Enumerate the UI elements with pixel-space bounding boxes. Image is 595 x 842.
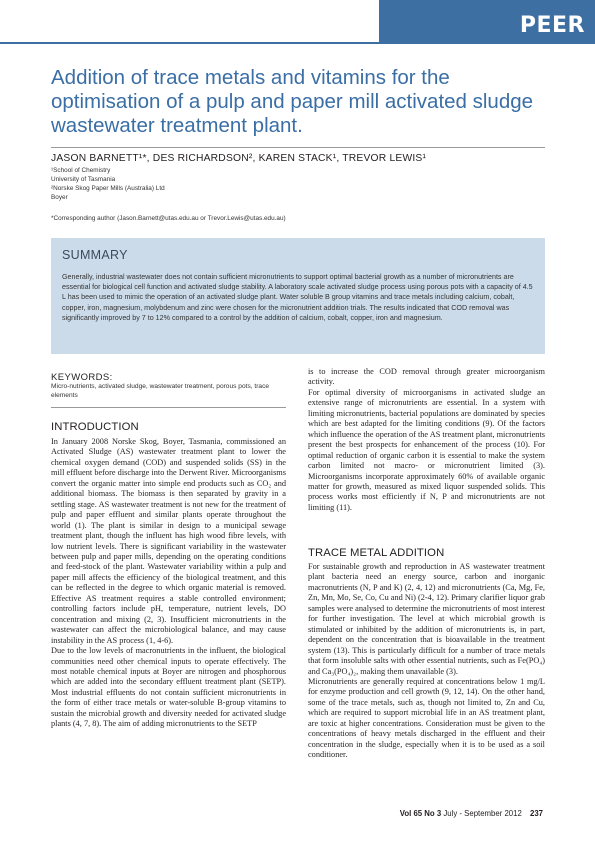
intro-paragraph: is to increase the COD removal through greater microorganism activity. — [308, 367, 545, 387]
header-rule — [0, 42, 595, 44]
intro-paragraph: For optimal diversity of microorganisms in activated sludge an extensive range of micronutrients are essential. In a system with limiting micronutrients, bacterial populations are dominated by species which are best adapted for the limiting conditions (9). Of the factors which influence the operation of the AS treatment plant, micronutrients present the best prospects for enhancement of the process (10). For optimal reduction of organic carbon it is essential to make the system carbon limited not macro- or micronutrient limited (3). Microorganisms incorporate approximately 60% of available organic matter for growth, measured as mixed liquor suspended solids. This process works most efficiently if N, P and micronutrients are not limiting (11). — [308, 387, 545, 512]
issue-date: July - September 2012 — [443, 809, 522, 818]
corresponding-author: *Corresponding author (Jason.Barnett@utas.edu.au or Trevor.Lewis@utas.edu.au) — [51, 215, 286, 222]
trace-paragraph: For sustainable growth and reproduction in AS wastewater treatment plant bacteria need an energy source, carbon and inorganic macronutrients (N, P and K) (2, 4, 12) and micronutrients (Ca, Mg, Fe, Zn, Mn, Mo, Se, Co, Cu and Ni) (2-4, 12). Primary clarifier liquor grab samples were analysed to determine the micronutrients of most interest for further investigation. The level at which microbial growth is stimulated or inhibited by the addition of micronutrients is, in part, dependent on the concentration that is bioavailable in the treatment system (13). This is particularly difficult for a number of trace metals that form insoluble salts with other essential nutrients, such as Fe(PO₄) and Ca₃(PO₄)₂, making them unavailable (3). — [308, 562, 545, 676]
keywords-divider — [51, 407, 286, 408]
title-divider — [51, 147, 545, 148]
introduction-heading: INTRODUCTION — [51, 421, 139, 433]
keywords-text: Micro-nutrients, activated sludge, wastewater treatment, porous pots, trace elements — [51, 383, 270, 399]
intro-paragraph: In January 2008 Norske Skog, Boyer, Tasmania, commissioned an Activated Sludge (AS) wastewater treatment plant to lower the chemical oxygen demand (COD) and suspended solids (SS) in the mill effluent before discharge into the Derwent River. Microorganisms convert the organic matter into simple end products such as CO₂ and additional biomass. The biomass is then separated by gravity in a settling stage. AS wastewater treatment is not new for the treatment of pulp and paper effluent and similar plants operate throughout the world (1). The plant is similar in design to a municipal sewage treatment plant, though the influent has high wood fibre levels, with low nutrient levels. There is significant variability in the wastewater between pulp and paper mills, depending on the operating conditions and feed-stock of the plant. Wastewater variability within a pulp and paper mill affects the efficiency of the biological treatment, and this can be reflected in the degree to which organic material is removed. Effective AS treatment requires a stable controlled environment; controlling factors include pH, temperature, nutrient levels, DO concentration and mixing (2, 3). Insufficient micronutrients in the wastewater can affect the microbiological balance, and may cause instability in the AS process (1, 4-6). — [51, 437, 286, 645]
trace-paragraph: Micronutrients are generally required at concentrations below 1 mg/L for enzyme production and cell growth (9, 12, 14). On the other hand, some of the trace metals, such as, though not limited to, Zn and Cu, which are required to support microbial life in an AS treatment plant, are toxic at higher concentrations. Consideration must be given to the concentrations of heavy metals discharged in the effluent and their concentration in the sludge, especially when it is to be used as a soil conditioner. — [308, 676, 545, 760]
right-column-lower — [308, 562, 545, 761]
article-title: Addition of trace metals and vitamins for the optimisation of a pulp and paper mill activated sludge wastewater treatment plant. — [51, 66, 534, 137]
page-footer — [400, 809, 543, 818]
trace-metal-heading: TRACE METAL ADDITION — [308, 547, 445, 559]
affiliation-line: ²Norske Skog Paper Mills (Australia) Ltd — [51, 185, 165, 192]
summary-heading: SUMMARY — [62, 248, 128, 262]
keywords-heading: KEYWORDS: — [51, 372, 113, 383]
affiliation-line: ¹School of Chemistry — [51, 167, 111, 174]
affiliation-line: Boyer — [51, 194, 68, 201]
issue-label: Vol 65 No 3 — [399, 809, 442, 818]
left-column — [51, 437, 286, 730]
intro-paragraph: Due to the low levels of macronutrients in the influent, the biological communities need other chemical inputs to operate effectively. The most notable chemical inputs at Boyer are nitrogen and phosphorous which are added into the secondary effluent treatment plant (SETP). Most industrial effluents do not contain sufficient micronutrients in the form of either trace metals or water-soluble B-group vitamins to sustain the microbial growth and diversity needed for activated sludge plants (4, 7, 8). The aim of adding micronutrients to the SETP — [51, 646, 286, 729]
peer-reviewed-banner: PEER REVIEWED — [379, 0, 595, 42]
author-list: JASON BARNETT¹*, DES RICHARDSON², KAREN STACK¹, TREVOR LEWIS¹ — [51, 153, 427, 164]
affiliation-line: University of Tasmania — [51, 176, 116, 183]
summary-text: Generally, industrial wastewater does not contain sufficient micronutrients to support optimal bacterial growth as a number of micronutrients are essential for biological cell function and activated sludge stability. A laboratory scale activated sludge process using porous pots with a capacity of 4.5 L has been used to mimic the operation of an activated sludge plant. Water soluble B group vitamins and trace metals including calcium, cobalt, copper, iron, magnesium, molybdenum and zinc were chosen for the micronutrient addition trials. The results indicated that COD removal was significantly improved by 7 to 12% compared to a control by the addition of calcium, cobalt, copper, iron and magnesium. — [62, 273, 533, 322]
page-number: 237 — [529, 809, 543, 818]
right-column — [308, 367, 545, 513]
summary-box — [51, 238, 545, 354]
